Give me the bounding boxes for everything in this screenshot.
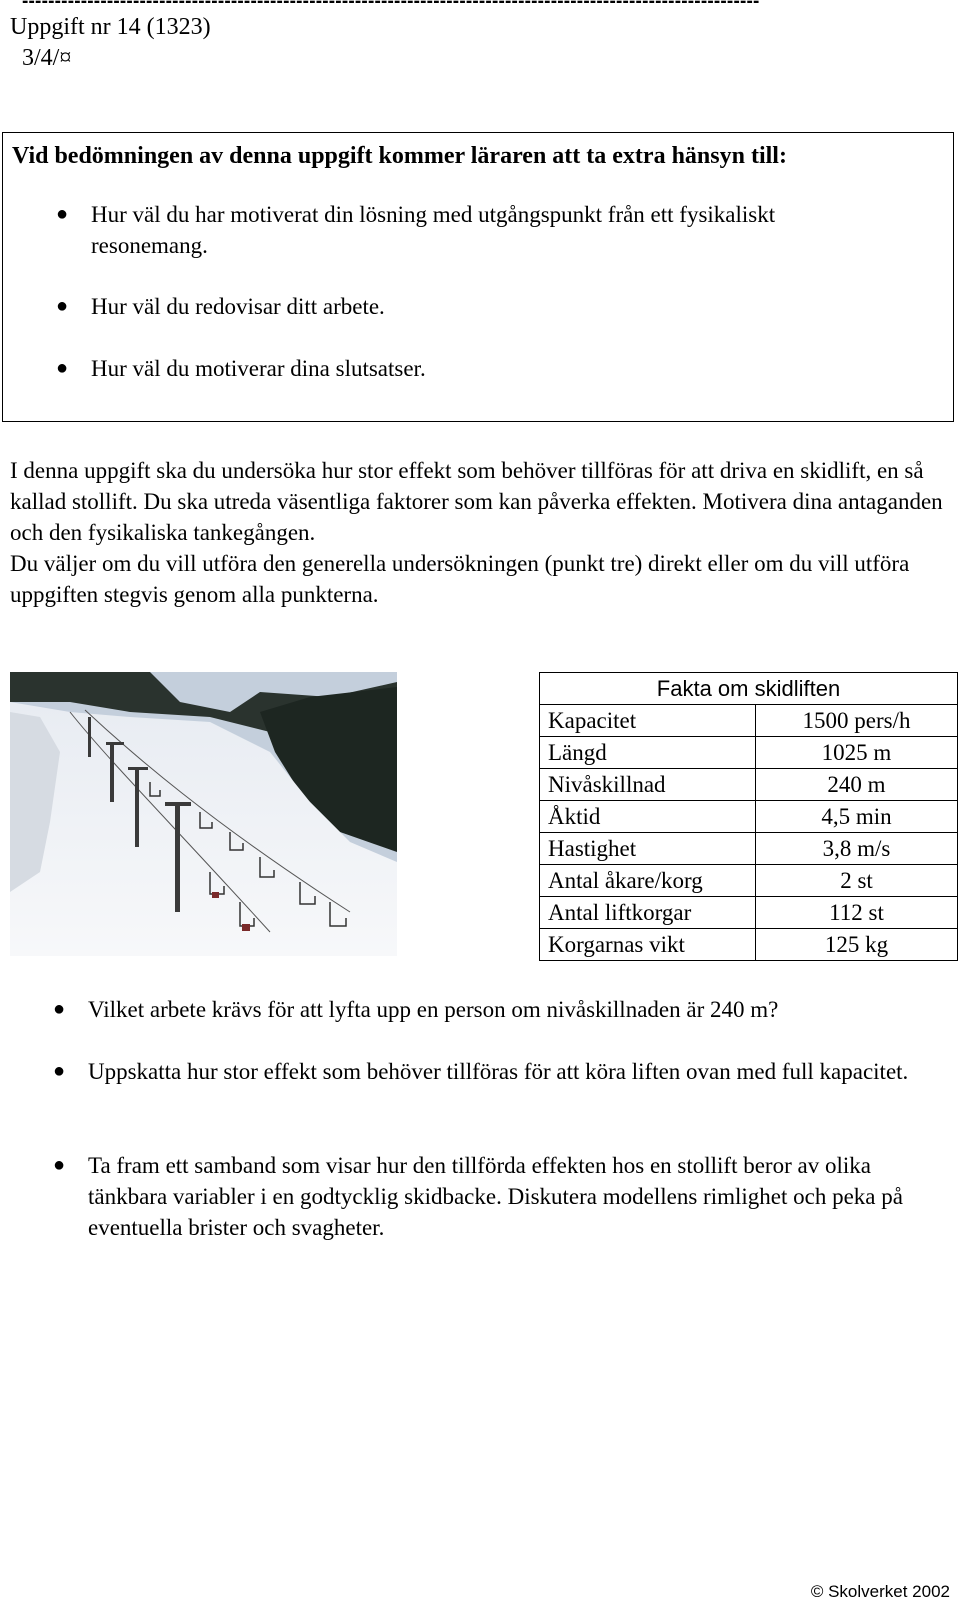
bullet-icon: ●	[56, 203, 69, 225]
table-row	[540, 705, 958, 737]
bullet-icon: ●	[53, 998, 66, 1020]
question-item	[53, 1150, 943, 1243]
copyright-footer: © Skolverket 2002	[810, 1582, 950, 1601]
question-text: Ta fram ett samband som visar hur den tillförda effekten hos en stollift beror av olika tänkbara variabler i en godtycklig skidbacke. Diskutera modellens rimlighet och peka på eventuella brister och svagheter.	[88, 1153, 903, 1240]
assessment-item-text: Hur väl du redovisar ditt arbete.	[91, 294, 385, 319]
fact-label: Hastighet	[540, 833, 756, 865]
task-code: 3/4/¤	[22, 45, 72, 71]
task-title: Uppgift nr 14 (1323)	[10, 14, 211, 40]
fact-value: 4,5 min	[756, 801, 958, 833]
assessment-item	[56, 353, 891, 384]
assessment-heading: Vid bedömningen av denna uppgift kommer läraren att ta extra hänsyn till:	[12, 143, 787, 169]
assessment-item	[56, 199, 891, 261]
assessment-item	[56, 291, 891, 322]
question-item	[53, 994, 943, 1025]
bullet-icon: ●	[53, 1154, 66, 1176]
fact-label: Kapacitet	[540, 705, 756, 737]
bullet-icon: ●	[56, 357, 69, 379]
intro-paragraph: I denna uppgift ska du undersöka hur stor effekt som behöver tillföras för att driva en skidlift, en så kallad stollift. Du ska utreda väsentliga faktorer som kan påverka effekten. Motivera dina antaganden och den fysikaliska tankegången.	[10, 458, 943, 545]
intro-paragraph: Du väljer om du vill utföra den generella undersökningen (punkt tre) direkt eller om du vill utföra uppgiften stegvis genom alla punkterna.	[10, 551, 910, 607]
fact-label: Antal åkare/korg	[540, 865, 756, 897]
bullet-icon: ●	[56, 295, 69, 317]
table-row	[540, 769, 958, 801]
separator-dashes: -----------------------------------------------------------------------------------------------------------------	[22, 0, 760, 12]
fact-label: Åktid	[540, 801, 756, 833]
fact-label: Antal liftkorgar	[540, 897, 756, 929]
fact-value: 240 m	[756, 769, 958, 801]
fact-value: 2 st	[756, 865, 958, 897]
question-text: Vilket arbete krävs för att lyfta upp en person om nivåskillnaden är 240 m?	[88, 997, 779, 1022]
table-row	[540, 737, 958, 769]
question-text: Uppskatta hur stor effekt som behöver tillföras för att köra liften ovan med full kapacitet.	[88, 1059, 909, 1084]
bullet-icon: ●	[53, 1060, 66, 1082]
table-row	[540, 801, 958, 833]
ski-lift-photo	[10, 672, 397, 956]
table-row	[540, 865, 958, 897]
fact-label: Nivåskillnad	[540, 769, 756, 801]
fact-value: 112 st	[756, 897, 958, 929]
table-row	[540, 897, 958, 929]
fact-value: 125 kg	[756, 929, 958, 961]
facts-title: Fakta om skidliften	[540, 673, 958, 705]
fact-label: Korgarnas vikt	[540, 929, 756, 961]
fact-value: 1500 pers/h	[756, 705, 958, 737]
assessment-item-text: Hur väl du motiverar dina slutsatser.	[91, 356, 426, 381]
fact-label: Längd	[540, 737, 756, 769]
question-item	[53, 1056, 943, 1087]
assessment-item-text: Hur väl du har motiverat din lösning med utgångspunkt från ett fysikaliskt resonemang.	[91, 202, 776, 258]
table-row	[540, 929, 958, 961]
assessment-box	[2, 132, 954, 422]
ski-lift-illustration	[10, 672, 397, 956]
fact-value: 3,8 m/s	[756, 833, 958, 865]
fact-value: 1025 m	[756, 737, 958, 769]
intro-text	[10, 455, 945, 610]
facts-table	[539, 672, 958, 961]
table-row	[540, 833, 958, 865]
facts-title-row	[540, 673, 958, 705]
